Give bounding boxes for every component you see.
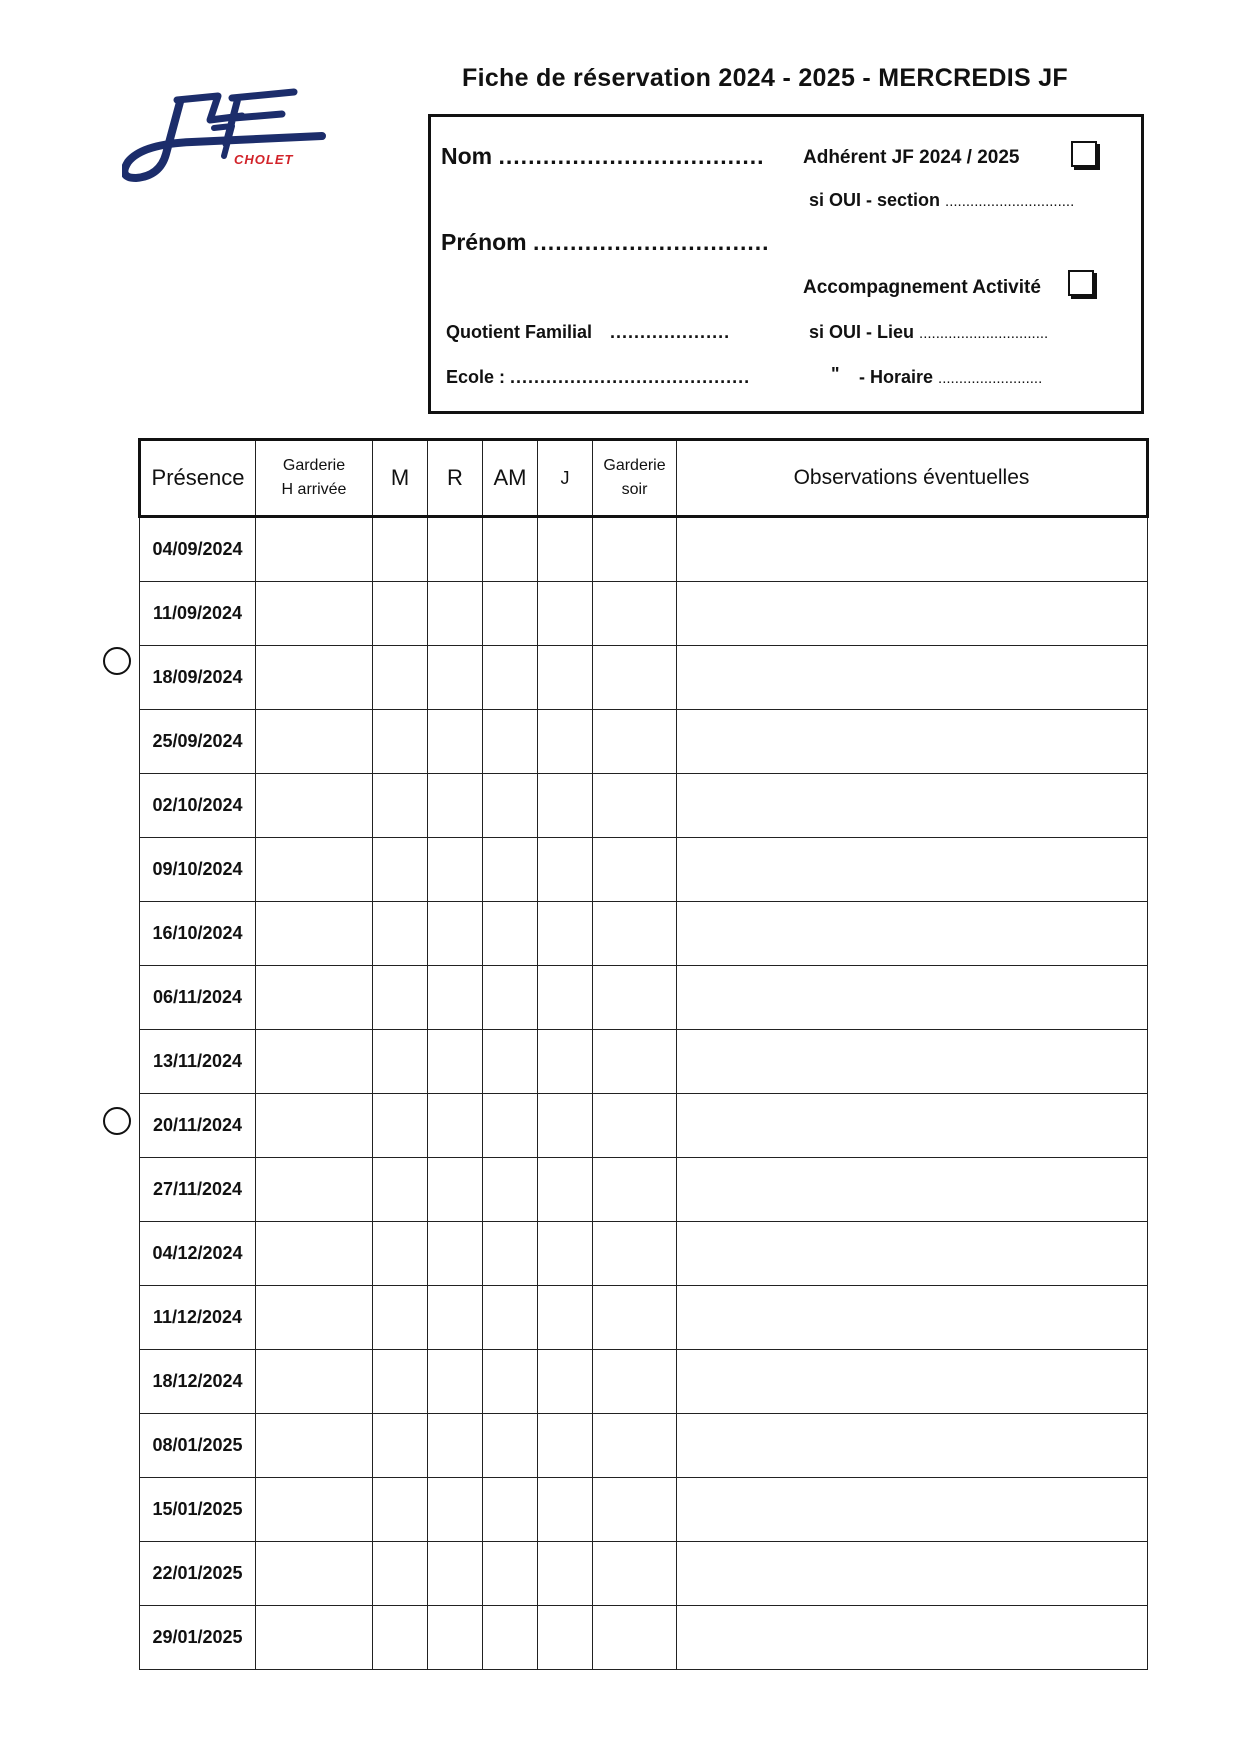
m-cell[interactable] (373, 838, 428, 902)
m-cell[interactable] (373, 646, 428, 710)
header-r: R (428, 440, 483, 517)
m-cell[interactable] (373, 902, 428, 966)
garderie-soir-cell[interactable] (593, 1478, 677, 1542)
am-cell[interactable] (483, 1350, 538, 1414)
j-cell[interactable] (538, 966, 593, 1030)
am-cell[interactable] (483, 646, 538, 710)
garderie-arrivee-cell[interactable] (256, 1606, 373, 1670)
date-cell: 22/01/2025 (140, 1542, 256, 1606)
m-cell[interactable] (373, 1478, 428, 1542)
m-cell[interactable] (373, 1222, 428, 1286)
nom-label: Nom (441, 143, 493, 169)
r-cell[interactable] (428, 1606, 483, 1670)
ecole-field[interactable] (446, 367, 750, 388)
garderie-soir-cell[interactable] (593, 902, 677, 966)
r-cell[interactable] (428, 710, 483, 774)
garderie-soir-cell[interactable] (593, 1158, 677, 1222)
table-row (140, 774, 1148, 838)
observations-cell[interactable] (677, 1094, 1148, 1158)
date-cell: 18/09/2024 (140, 646, 256, 710)
observations-cell[interactable] (677, 1542, 1148, 1606)
m-cell[interactable] (373, 1286, 428, 1350)
garderie-arrivee-cell[interactable] (256, 838, 373, 902)
adherent-label: Adhérent JF 2024 / 2025 (803, 147, 1020, 168)
garderie-arrivee-cell[interactable] (256, 774, 373, 838)
am-cell[interactable] (483, 1606, 538, 1670)
j-cell[interactable] (538, 1414, 593, 1478)
date-cell: 04/12/2024 (140, 1222, 256, 1286)
table-row (140, 966, 1148, 1030)
header-am: AM (483, 440, 538, 517)
j-cell[interactable] (538, 774, 593, 838)
punch-hole-circle (103, 647, 131, 675)
r-cell[interactable] (428, 1542, 483, 1606)
table-row (140, 1542, 1148, 1606)
date-cell: 08/01/2025 (140, 1414, 256, 1478)
lieu-field[interactable] (809, 322, 1048, 343)
header-garderie-arrivee-line2: H arrivée (281, 481, 347, 498)
r-cell[interactable] (428, 1222, 483, 1286)
ecole-dots: ........................................ (510, 367, 751, 387)
observations-cell[interactable] (677, 710, 1148, 774)
date-cell: 06/11/2024 (140, 966, 256, 1030)
am-cell[interactable] (483, 774, 538, 838)
logo-text: CHOLET (234, 152, 294, 167)
am-cell[interactable] (483, 966, 538, 1030)
date-cell: 15/01/2025 (140, 1478, 256, 1542)
garderie-arrivee-cell[interactable] (256, 1542, 373, 1606)
date-cell: 11/12/2024 (140, 1286, 256, 1350)
garderie-soir-cell[interactable] (593, 710, 677, 774)
header-observations: Observations éventuelles (677, 440, 1148, 517)
r-cell[interactable] (428, 1350, 483, 1414)
observations-cell[interactable] (677, 1350, 1148, 1414)
observations-cell[interactable] (677, 966, 1148, 1030)
table-row (140, 1030, 1148, 1094)
j-cell[interactable] (538, 1094, 593, 1158)
date-cell: 27/11/2024 (140, 1158, 256, 1222)
table-row (140, 1414, 1148, 1478)
garderie-arrivee-cell[interactable] (256, 1222, 373, 1286)
date-cell: 16/10/2024 (140, 902, 256, 966)
m-cell[interactable] (373, 1606, 428, 1670)
observations-cell[interactable] (677, 517, 1148, 582)
garderie-soir-cell[interactable] (593, 1222, 677, 1286)
m-cell[interactable] (373, 1094, 428, 1158)
garderie-arrivee-cell[interactable] (256, 966, 373, 1030)
logo-graphic (122, 72, 332, 197)
observations-cell[interactable] (677, 1158, 1148, 1222)
date-cell: 04/09/2024 (140, 517, 256, 582)
section-label: si OUI - section (809, 190, 941, 210)
adherent-checkbox[interactable] (1071, 141, 1097, 167)
am-cell[interactable] (483, 1286, 538, 1350)
am-cell[interactable] (483, 1478, 538, 1542)
table-row (140, 1222, 1148, 1286)
table-row (140, 1286, 1148, 1350)
garderie-arrivee-cell[interactable] (256, 1286, 373, 1350)
j-cell[interactable] (538, 1542, 593, 1606)
j-cell[interactable] (538, 1606, 593, 1670)
am-cell[interactable] (483, 1094, 538, 1158)
horaire-dots: ......................... (938, 370, 1043, 387)
nom-field[interactable] (441, 143, 765, 170)
nom-dots: .................................... (498, 143, 765, 169)
horaire-label: - Horaire (859, 367, 934, 387)
garderie-arrivee-cell[interactable] (256, 646, 373, 710)
accompagnement-label: Accompagnement Activité (803, 277, 1041, 298)
header-j: J (538, 440, 593, 517)
r-cell[interactable] (428, 1478, 483, 1542)
ecole-label: Ecole : (446, 367, 506, 387)
garderie-soir-cell[interactable] (593, 966, 677, 1030)
m-cell[interactable] (373, 1030, 428, 1094)
table-row (140, 646, 1148, 710)
identity-form-box (428, 114, 1144, 414)
am-cell[interactable] (483, 582, 538, 646)
date-cell: 25/09/2024 (140, 710, 256, 774)
m-cell[interactable] (373, 966, 428, 1030)
garderie-arrivee-cell[interactable] (256, 1478, 373, 1542)
quotient-field[interactable] (446, 322, 730, 343)
reservation-table (138, 438, 1149, 1670)
garderie-arrivee-cell[interactable] (256, 582, 373, 646)
observations-cell[interactable] (677, 1478, 1148, 1542)
garderie-arrivee-cell[interactable] (256, 1094, 373, 1158)
am-cell[interactable] (483, 1030, 538, 1094)
accompagnement-checkbox[interactable] (1068, 270, 1094, 296)
garderie-soir-cell[interactable] (593, 517, 677, 582)
garderie-soir-cell[interactable] (593, 1286, 677, 1350)
m-cell[interactable] (373, 774, 428, 838)
header-presence: Présence (140, 440, 256, 517)
garderie-soir-cell[interactable] (593, 774, 677, 838)
observations-cell[interactable] (677, 838, 1148, 902)
garderie-soir-cell[interactable] (593, 1542, 677, 1606)
table-row (140, 1606, 1148, 1670)
m-cell[interactable] (373, 1350, 428, 1414)
garderie-arrivee-cell[interactable] (256, 902, 373, 966)
r-cell[interactable] (428, 902, 483, 966)
garderie-soir-cell[interactable] (593, 582, 677, 646)
m-cell[interactable] (373, 1414, 428, 1478)
r-cell[interactable] (428, 1414, 483, 1478)
j-cell[interactable] (538, 838, 593, 902)
punch-hole-circle (103, 1107, 131, 1135)
page-title: Fiche de réservation 2024 - 2025 - MERCREDIS JF (462, 64, 1068, 92)
garderie-arrivee-cell[interactable] (256, 1350, 373, 1414)
j-cell[interactable] (538, 710, 593, 774)
header-garderie-arrivee-line1: Garderie (282, 457, 346, 474)
j-cell[interactable] (538, 1286, 593, 1350)
observations-cell[interactable] (677, 1286, 1148, 1350)
table-row (140, 1094, 1148, 1158)
am-cell[interactable] (483, 902, 538, 966)
header-garderie-soir-line1: Garderie (603, 457, 666, 474)
garderie-arrivee-cell[interactable] (256, 517, 373, 582)
r-cell[interactable] (428, 646, 483, 710)
date-cell: 02/10/2024 (140, 774, 256, 838)
am-cell[interactable] (483, 1542, 538, 1606)
table-row (140, 902, 1148, 966)
date-cell: 09/10/2024 (140, 838, 256, 902)
date-cell: 20/11/2024 (140, 1094, 256, 1158)
r-cell[interactable] (428, 1094, 483, 1158)
m-cell[interactable] (373, 710, 428, 774)
observations-cell[interactable] (677, 582, 1148, 646)
am-cell[interactable] (483, 517, 538, 582)
header-garderie-soir-line2: soir (621, 481, 648, 498)
observations-cell[interactable] (677, 1414, 1148, 1478)
quotient-dots: .................... (610, 322, 731, 342)
am-cell[interactable] (483, 1222, 538, 1286)
prenom-label: Prénom (441, 229, 527, 255)
j-cell[interactable] (538, 1350, 593, 1414)
table-row (140, 1158, 1148, 1222)
j-cell[interactable] (538, 1478, 593, 1542)
j-cell[interactable] (538, 1030, 593, 1094)
table-row (140, 517, 1148, 582)
garderie-soir-cell[interactable] (593, 1414, 677, 1478)
m-cell[interactable] (373, 517, 428, 582)
date-cell: 18/12/2024 (140, 1350, 256, 1414)
am-cell[interactable] (483, 1414, 538, 1478)
j-cell[interactable] (538, 1158, 593, 1222)
r-cell[interactable] (428, 582, 483, 646)
j-cell[interactable] (538, 582, 593, 646)
am-cell[interactable] (483, 710, 538, 774)
r-cell[interactable] (428, 1030, 483, 1094)
observations-cell[interactable] (677, 774, 1148, 838)
r-cell[interactable] (428, 774, 483, 838)
garderie-soir-cell[interactable] (593, 838, 677, 902)
garderie-soir-cell[interactable] (593, 646, 677, 710)
r-cell[interactable] (428, 1286, 483, 1350)
r-cell[interactable] (428, 1158, 483, 1222)
observations-cell[interactable] (677, 1222, 1148, 1286)
jf-cholet-logo (122, 72, 332, 197)
section-dots: ............................... (945, 193, 1075, 210)
table-row (140, 582, 1148, 646)
j-cell[interactable] (538, 646, 593, 710)
table-row (140, 1478, 1148, 1542)
r-cell[interactable] (428, 517, 483, 582)
observations-cell[interactable] (677, 1030, 1148, 1094)
observations-cell[interactable] (677, 1606, 1148, 1670)
table-header-row (140, 440, 1148, 517)
garderie-soir-cell[interactable] (593, 1606, 677, 1670)
header-m: M (373, 440, 428, 517)
garderie-arrivee-cell[interactable] (256, 710, 373, 774)
garderie-soir-cell[interactable] (593, 1350, 677, 1414)
quotient-label: Quotient Familial (446, 322, 593, 342)
date-cell: 11/09/2024 (140, 582, 256, 646)
lieu-dots: ............................... (919, 325, 1049, 342)
reservation-table-wrapper (138, 438, 1149, 1670)
am-cell[interactable] (483, 1158, 538, 1222)
date-cell: 13/11/2024 (140, 1030, 256, 1094)
observations-cell[interactable] (677, 902, 1148, 966)
table-row (140, 838, 1148, 902)
garderie-soir-cell[interactable] (593, 1094, 677, 1158)
garderie-arrivee-cell[interactable] (256, 1158, 373, 1222)
header-garderie-soir (593, 440, 677, 517)
table-row (140, 1350, 1148, 1414)
j-cell[interactable] (538, 517, 593, 582)
garderie-soir-cell[interactable] (593, 1030, 677, 1094)
lieu-label: si OUI - Lieu (809, 322, 915, 342)
r-cell[interactable] (428, 838, 483, 902)
prenom-dots: ................................ (533, 229, 770, 255)
prenom-field[interactable] (441, 229, 770, 256)
j-cell[interactable] (538, 902, 593, 966)
garderie-arrivee-cell[interactable] (256, 1414, 373, 1478)
ditto-mark: " (831, 364, 840, 384)
j-cell[interactable] (538, 1222, 593, 1286)
r-cell[interactable] (428, 966, 483, 1030)
table-row (140, 710, 1148, 774)
header-garderie-arrivee (256, 440, 373, 517)
reservation-table-body (140, 517, 1148, 1670)
garderie-arrivee-cell[interactable] (256, 1030, 373, 1094)
m-cell[interactable] (373, 582, 428, 646)
m-cell[interactable] (373, 1542, 428, 1606)
am-cell[interactable] (483, 838, 538, 902)
m-cell[interactable] (373, 1158, 428, 1222)
horaire-field[interactable] (859, 367, 1042, 388)
date-cell: 29/01/2025 (140, 1606, 256, 1670)
section-field[interactable] (809, 190, 1074, 211)
observations-cell[interactable] (677, 646, 1148, 710)
